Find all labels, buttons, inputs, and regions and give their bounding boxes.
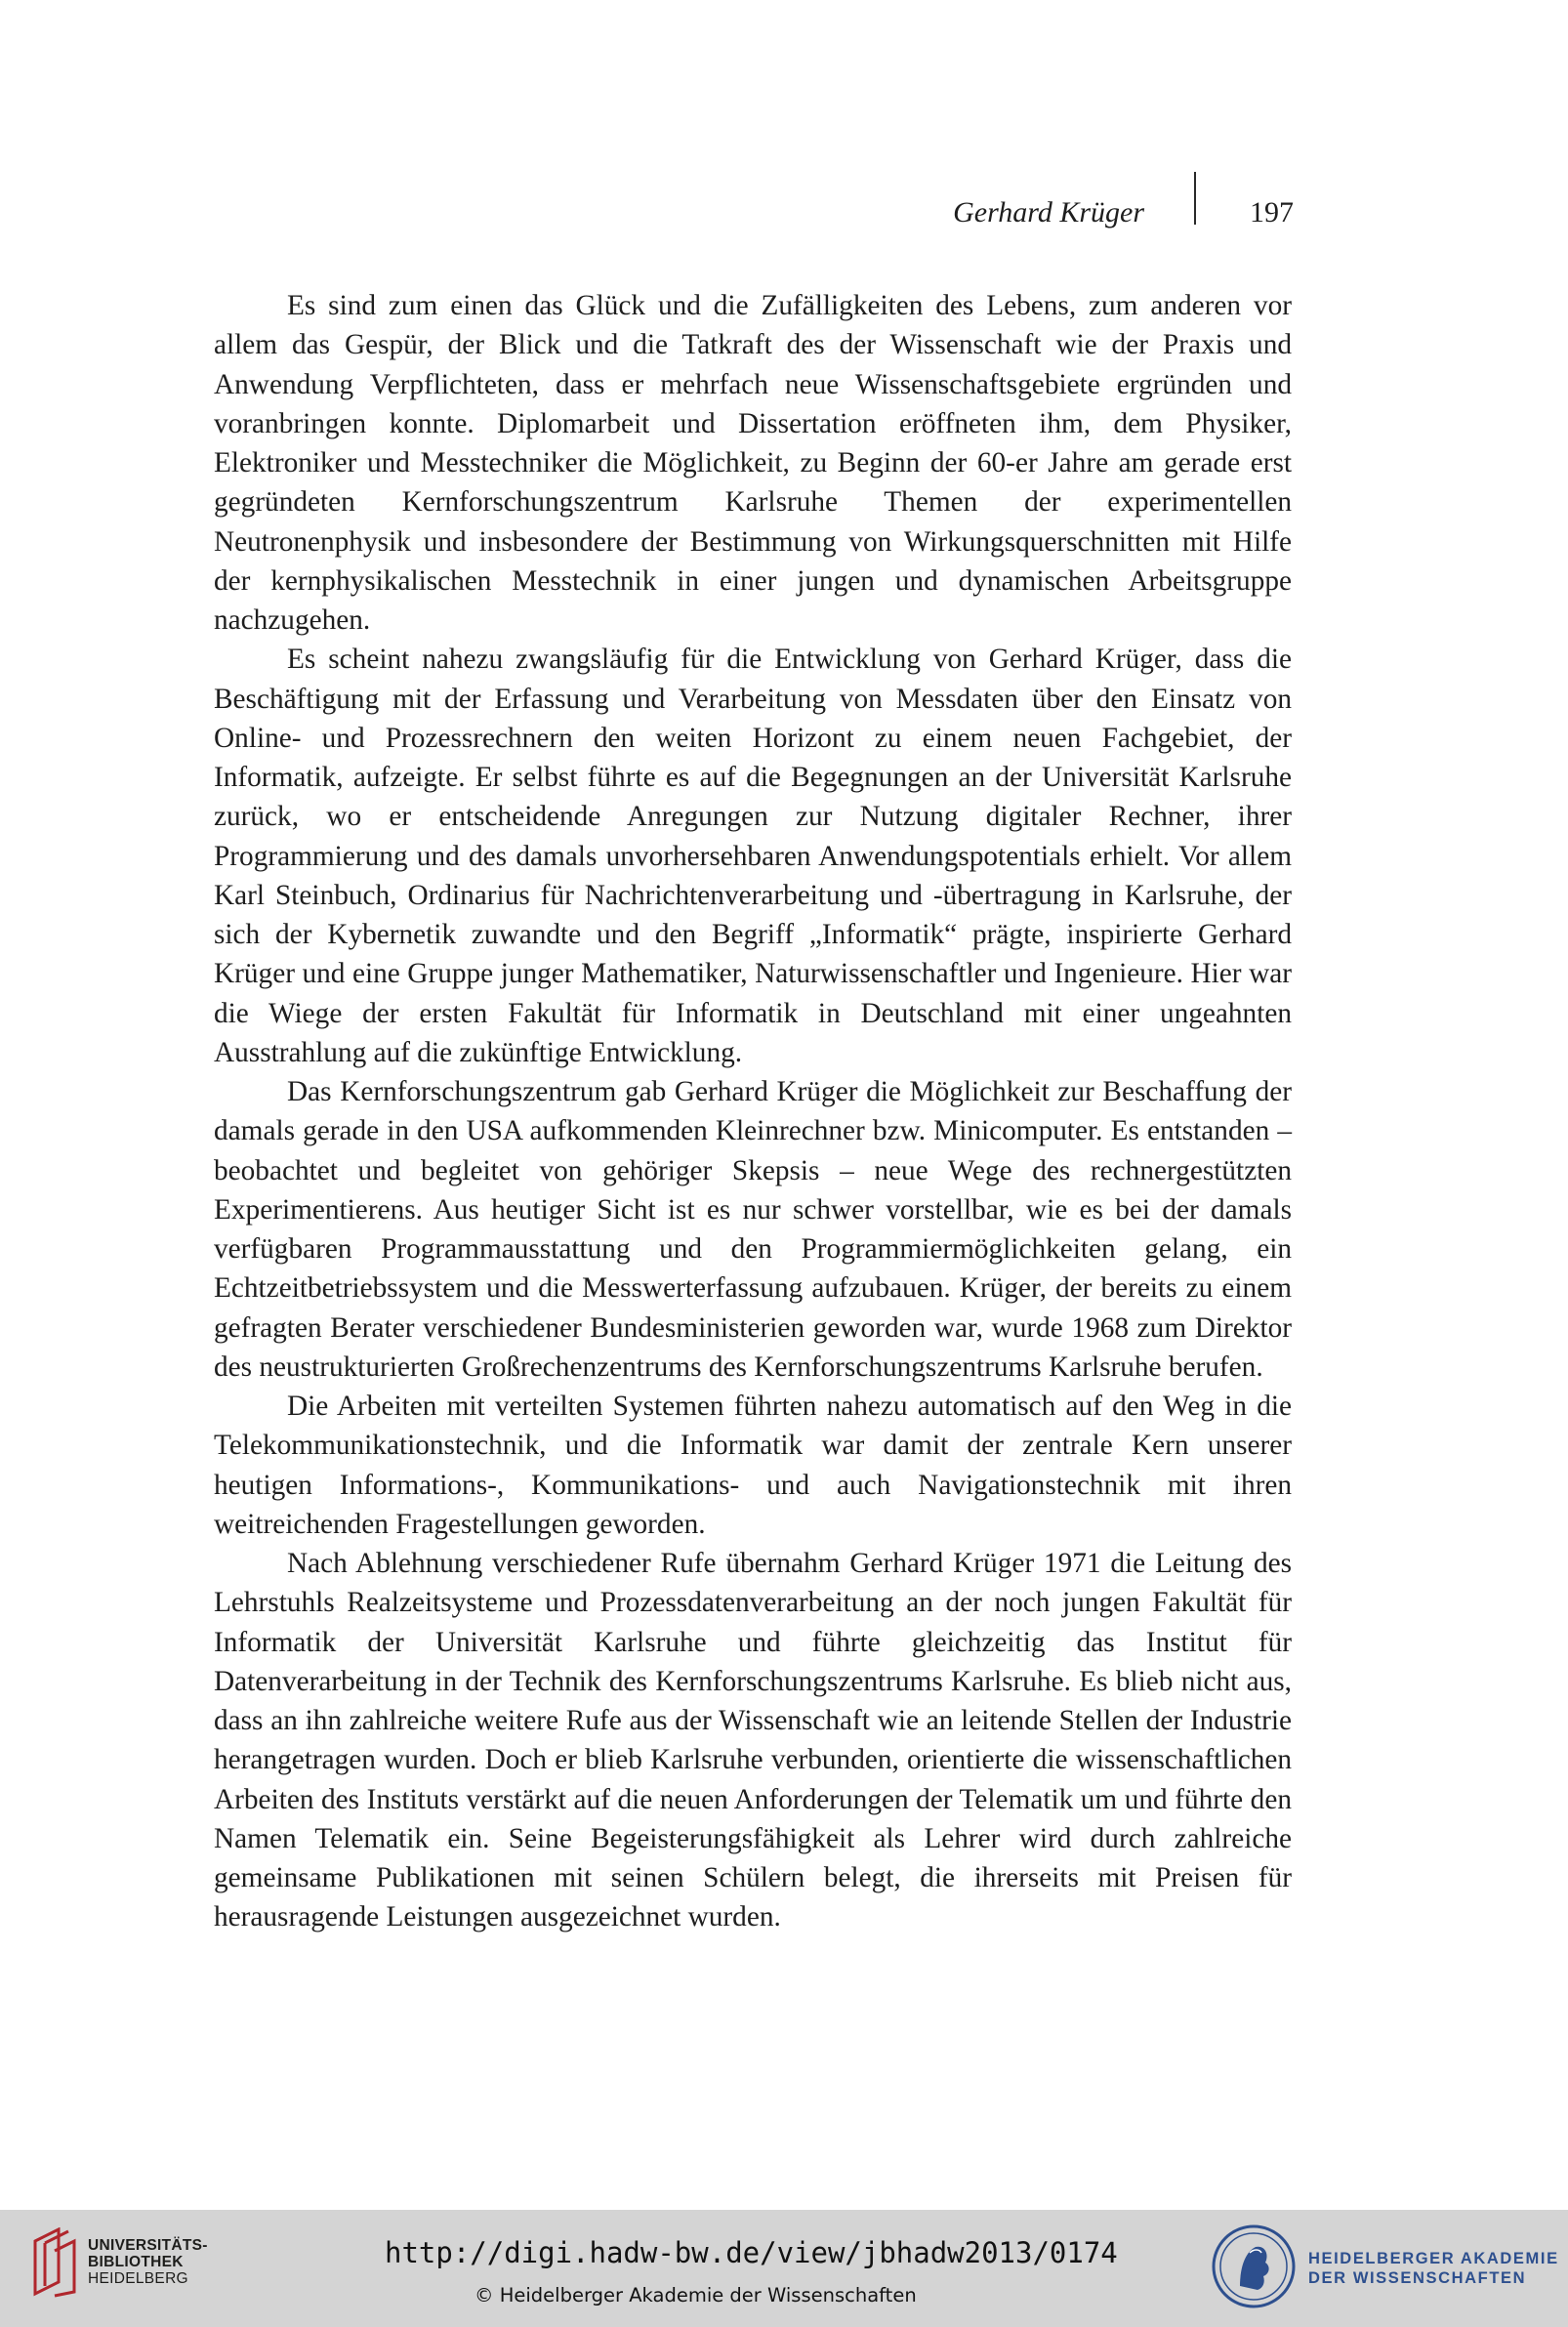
university-library-logo-icon bbox=[29, 2227, 76, 2298]
paragraph-5: Nach Ablehnung verschiedener Rufe übernahm Gerhard Krüger 1971 die Leitung des Lehrstuhls Realzeitsysteme und Prozessdatenverarbeitung an der noch jungen Fakultät für Informatik der Universität Karlsruhe und führte gleichzeitig das Institut für Datenverarbeitung in der Technik des Kernforschungszentrums Karlsruhe. Es blieb nicht aus, dass an ihn zahlreiche weitere Rufe aus der Wissenschaft wie an leitende Stellen der Industrie herangetragen wurden. Doch er blieb Karlsruhe verbunden, orientierte die wissenschaftlichen Arbeiten des Instituts verstärkt auf die neuen Anforderungen der Telematik um und führte den Namen Telematik ein. Seine Begeisterungsfähigkeit als Lehrer wird durch zahlreiche gemeinsame Publikationen mit seinen Schülern belegt, die ihrerseits mit Preisen für herausragende Leistungen ausgezeichnet wurden. bbox=[214, 1548, 1292, 1933]
library-name-line-3: HEIDELBERG bbox=[88, 2270, 188, 2287]
paragraph-3: Das Kernforschungszentrum gab Gerhard Krüger die Möglichkeit zur Beschaffung der damals gerade in den USA aufkommenden Kleinrechner bzw. Minicomputer. Es entstanden – beobachtet und begleitet von gehöriger Skepsis – neue Wege des rechnergestützten Experimentierens. Aus heutiger Sicht ist es nur schwer vorstellbar, wie es bei der damals verfügbaren Programmausstattung und den Programmiermöglichkeiten gelang, ein Echtzeitbetriebssystem und die Messwerterfassung aufzubauen. Krüger, der bereits zu einem gefragten Berater verschiedener Bundesministerien geworden war, wurde 1968 zum Direktor des neustrukturierten Großrechenzentrums des Kernforschungszentrums Karlsruhe berufen. bbox=[214, 1076, 1292, 1383]
academy-name bbox=[1308, 2249, 1559, 2288]
permalink-url[interactable]: http://digi.hadw-bw.de/view/jbhadw2013/0174 bbox=[385, 2236, 1118, 2269]
academy-name-line-1: HEIDELBERGER AKADEMIE bbox=[1308, 2250, 1559, 2267]
footer-bar bbox=[0, 2210, 1568, 2327]
running-head-divider bbox=[1194, 172, 1196, 225]
academy-name-line-2: DER WISSENSCHAFTEN bbox=[1308, 2269, 1527, 2287]
copyright-notice: © Heidelberger Akademie der Wissenschaften bbox=[475, 2284, 917, 2306]
running-head-author: Gerhard Krüger bbox=[953, 196, 1144, 229]
paragraph-2: Es scheint nahezu zwangsläufig für die Entwicklung von Gerhard Krüger, dass die Beschäftigung mit der Erfassung und Verarbeitung von Messdaten über den Einsatz von Online- und Prozessrechnern den weiten Horizont zu einem neuen Fachgebiet, der Informatik, aufzeigte. Er selbst führte es auf die Begegnungen an der Universität Karlsruhe zurück, wo er entscheidende Anregungen zur Nutzung digitaler Rechner, ihrer Programmierung und des damals unvorhersehbaren Anwendungspotentials erhielt. Vor allem Karl Steinbuch, Ordinarius für Nachrichtenverarbeitung und -übertragung in Karlsruhe, der sich der Kybernetik zuwandte und den Begriff „Informatik“ prägte, inspirierte Gerhard Krüger und eine Gruppe junger Mathematiker, Naturwissenschaftler und Ingenieure. Hier war die Wiege der ersten Fakultät für Informatik in Deutschland mit einer ungeahnten Ausstrahlung auf die zukünftige Entwicklung. bbox=[214, 644, 1292, 1068]
body-text bbox=[214, 286, 1292, 1937]
running-head bbox=[953, 186, 1294, 232]
academy-seal-icon bbox=[1211, 2223, 1297, 2309]
library-name-line-1: UNIVERSITÄTS- bbox=[88, 2237, 208, 2254]
paragraph-4: Die Arbeiten mit verteilten Systemen führten nahezu automatisch auf den Weg in die Telekommunikationstechnik, und die Informatik war damit der zentrale Kern unserer heutigen Informations-, Kommunikations- und auch Navigationstechnik mit ihren weitreichenden Fragestellungen geworden. bbox=[214, 1391, 1292, 1540]
page-number: 197 bbox=[1250, 196, 1294, 229]
library-name-line-2: BIBLIOTHEK bbox=[88, 2254, 184, 2270]
paragraph-1: Es sind zum einen das Glück und die Zufälligkeiten des Lebens, zum anderen vor allem das Gespür, der Blick und die Tatkraft des der Wissenschaft wie der Praxis und Anwendung Verpflichteten, dass er mehrfach neue Wissenschaftsgebiete ergründen und voranbringen konnte. Diplomarbeit und Dissertation eröffneten ihm, dem Physiker, Elektroniker und Messtechniker die Möglichkeit, zu Beginn der 60-er Jahre am gerade erst gegründeten Kernforschungszentrum Karlsruhe Themen der experimentellen Neutronenphysik und insbesondere der Bestimmung von Wirkungsquerschnitten mit Hilfe der kernphysikalischen Messtechnik in einer jungen und dynamischen Arbeitsgruppe nachzugehen. bbox=[214, 290, 1292, 636]
university-library-name bbox=[88, 2237, 208, 2287]
